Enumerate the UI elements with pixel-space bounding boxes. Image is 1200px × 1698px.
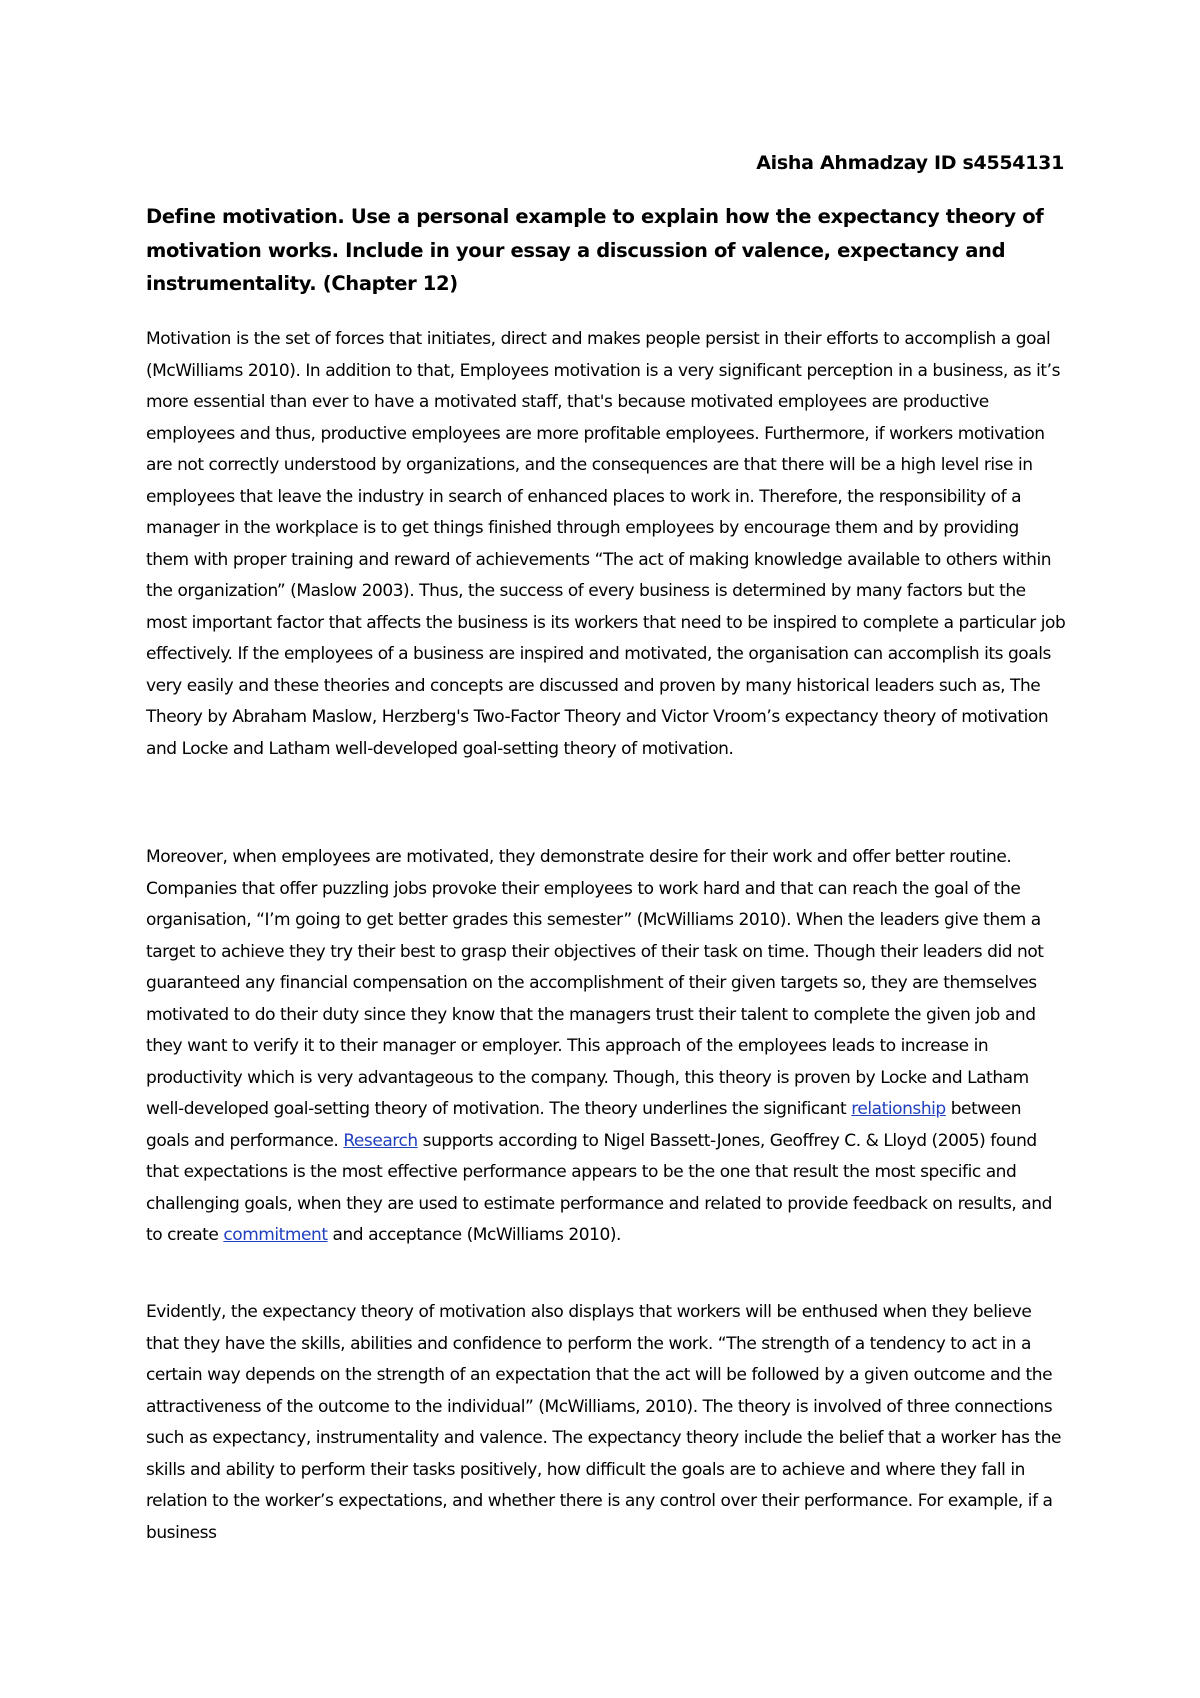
author-id-heading: Aisha Ahmadzay ID s4554131 [756, 152, 1064, 174]
commitment-link[interactable]: commitment [223, 1225, 328, 1245]
paragraph-2 [146, 842, 1066, 1252]
paragraph-2-text-3: supports according to Nigel Bassett-Jones, Geoffrey C. & Lloyd (2005) found that expectations is the most effective performance appears to be the one that result the most specific and challenging goals, when they are used to estimate performance and related to provide feedback on results, and to create [146, 1130, 1052, 1245]
paragraph-2-text-4: and acceptance (McWilliams 2010). [327, 1225, 621, 1245]
essay-question: Define motivation. Use a personal example to explain how the expectancy theory of motivation works. Include in your essay a discussion of valence, expectancy and instrumentality. (Chapter 12) [146, 205, 1044, 295]
relationship-link[interactable]: relationship [851, 1099, 946, 1119]
paragraph-2-text-1: Moreover, when employees are motivated, they demonstrate desire for their work and offer better routine. Companies that offer puzzling jobs provoke their employees to work hard and that can reach the goal of the organisation, “I’m going to get better grades this semester” (McWilliams 2010). When the leaders give them a target to achieve they try their best to grasp their objectives of their task on time. Though their leaders did not guaranteed any financial compensation on the accomplishment of their given targets so, they are themselves motivated to do their duty since they know that the managers trust their talent to complete the given job and they want to verify it to their manager or employer. This approach of the employees leads to increase in productivity which is very advantageous to the company. Though, this theory is proven by Locke and Latham well-developed goal-setting theory of motivation. The theory underlines the significant [146, 847, 1044, 1119]
research-link[interactable]: Research [343, 1130, 418, 1151]
paragraph-2-text-2: between goals and performance. [146, 1099, 1022, 1151]
paragraph-1: Motivation is the set of forces that initiates, direct and makes people persist in their efforts to accomplish a goal (McWilliams 2010). In addition to that, Employees motivation is a very significant perception in a business, as it’s more essential than ever to have a motivated staff, that's because motivated employees are productive employees and thus, productive employees are more profitable employees. Furthermore, if workers motivation are not correctly understood by organizations, and the consequences are that there will be a high level rise in employees that leave the industry in search of enhanced places to work in. Therefore, the responsibility of a manager in the workplace is to get things finished through employees by encourage them and by providing them with proper training and reward of achievements “The act of making knowledge available to others within the organization” (Maslow 2003). Thus, the success of every business is determined by many factors but the most important factor that affects the business is its workers that need to be inspired to complete a particular job effectively. If the employees of a business are inspired and motivated, the organisation can accomplish its goals very easily and these theories and concepts are discussed and proven by many historical leaders such as, The Theory by Abraham Maslow, Herzberg's Two-Factor Theory and Victor Vroom’s expectancy theory of motivation and Locke and Latham well-developed goal-setting theory of motivation. [146, 329, 1066, 759]
paragraph-3: Evidently, the expectancy theory of motivation also displays that workers will be enthused when they believe that they have the skills, abilities and confidence to perform the work. “The strength of a tendency to act in a certain way depends on the strength of an expectation that the act will be followed by a given outcome and the attractiveness of the outcome to the individual” (McWilliams, 2010). The theory is involved of three connections such as expectancy, instrumentality and valence. The expectancy theory include the belief that a worker has the skills and ability to perform their tasks positively, how difficult the goals are to achieve and where they fall in relation to the worker’s expectations, and whether there is any control over their performance. For example, if a business [146, 1302, 1062, 1543]
